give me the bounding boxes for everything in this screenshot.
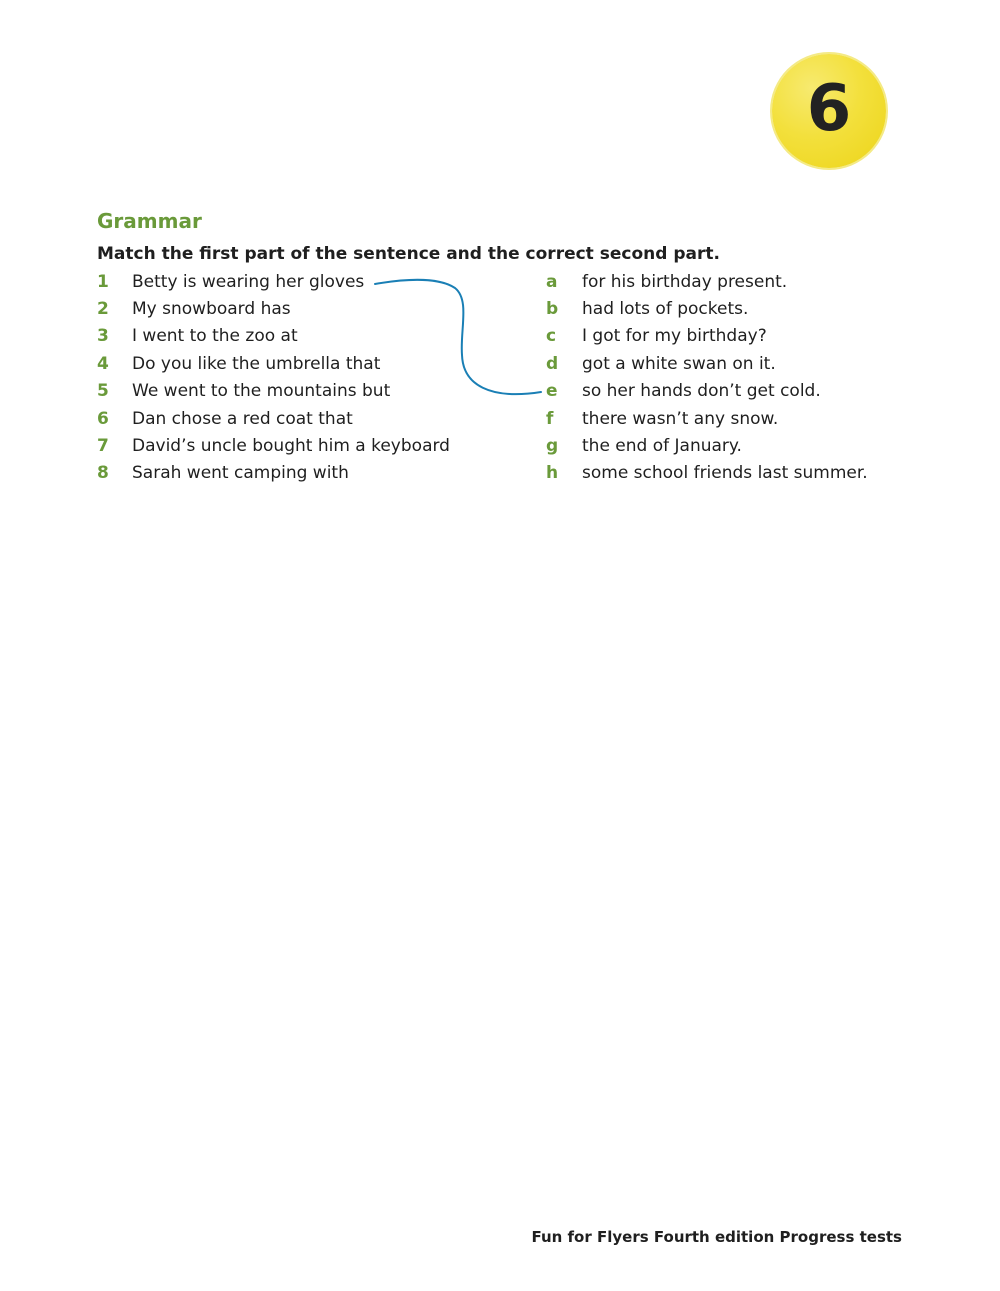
item-text: We went to the mountains but (132, 381, 391, 402)
sentence-end-g[interactable] (546, 432, 946, 459)
sentence-start-5[interactable] (97, 378, 517, 405)
item-text: Betty is wearing her gloves (132, 271, 365, 292)
sentence-end-b[interactable] (546, 295, 946, 322)
unit-badge (772, 54, 886, 168)
sentence-end-a[interactable] (546, 268, 946, 295)
sentence-starts-list (97, 268, 517, 487)
item-text: I got for my birthday? (582, 326, 767, 347)
item-text: got a white swan on it. (582, 353, 776, 374)
item-number: 4 (97, 353, 109, 374)
item-text: David’s uncle bought him a keyboard (132, 436, 450, 457)
item-number: 8 (97, 463, 109, 484)
item-text: My snowboard has (132, 299, 291, 320)
item-text: Dan chose a red coat that (132, 408, 353, 429)
item-number: 7 (97, 436, 109, 457)
item-text: so her hands don’t get cold. (582, 381, 821, 402)
item-letter: b (546, 299, 559, 320)
item-text: Do you like the umbrella that (132, 353, 381, 374)
item-number: 3 (97, 326, 109, 347)
unit-number: 6 (806, 72, 852, 146)
sentence-start-4[interactable] (97, 350, 517, 377)
item-text: some school friends last summer. (582, 463, 868, 484)
item-text: I went to the zoo at (132, 326, 298, 347)
item-letter: c (546, 326, 557, 347)
sentence-start-7[interactable] (97, 432, 517, 459)
item-text: had lots of pockets. (582, 299, 749, 320)
footer-text: Fun for Flyers Fourth edition Progress tests (531, 1228, 902, 1246)
item-letter: a (546, 271, 558, 292)
item-number: 2 (97, 299, 109, 320)
sentence-end-d[interactable] (546, 350, 946, 377)
sentence-end-h[interactable] (546, 460, 946, 487)
item-letter: e (546, 381, 558, 402)
item-number: 1 (97, 271, 109, 292)
item-text: there wasn’t any snow. (582, 408, 779, 429)
sentence-start-2[interactable] (97, 295, 517, 322)
sentence-end-c[interactable] (546, 323, 946, 350)
section-heading: Grammar (97, 209, 202, 233)
item-letter: d (546, 353, 559, 374)
sentence-endings-list (546, 268, 946, 487)
sentence-end-f[interactable] (546, 405, 946, 432)
item-letter: h (546, 463, 559, 484)
item-text: the end of January. (582, 436, 742, 457)
item-number: 5 (97, 381, 109, 402)
item-letter: g (546, 436, 559, 457)
sentence-start-3[interactable] (97, 323, 517, 350)
instruction-text: Match the first part of the sentence and the correct second part. (97, 244, 720, 264)
item-text: for his birthday present. (582, 271, 788, 292)
item-text: Sarah went camping with (132, 463, 349, 484)
sentence-start-8[interactable] (97, 460, 517, 487)
item-letter: f (546, 408, 554, 429)
sentence-end-e[interactable] (546, 378, 946, 405)
item-number: 6 (97, 408, 109, 429)
sentence-start-1[interactable] (97, 268, 517, 295)
sentence-start-6[interactable] (97, 405, 517, 432)
